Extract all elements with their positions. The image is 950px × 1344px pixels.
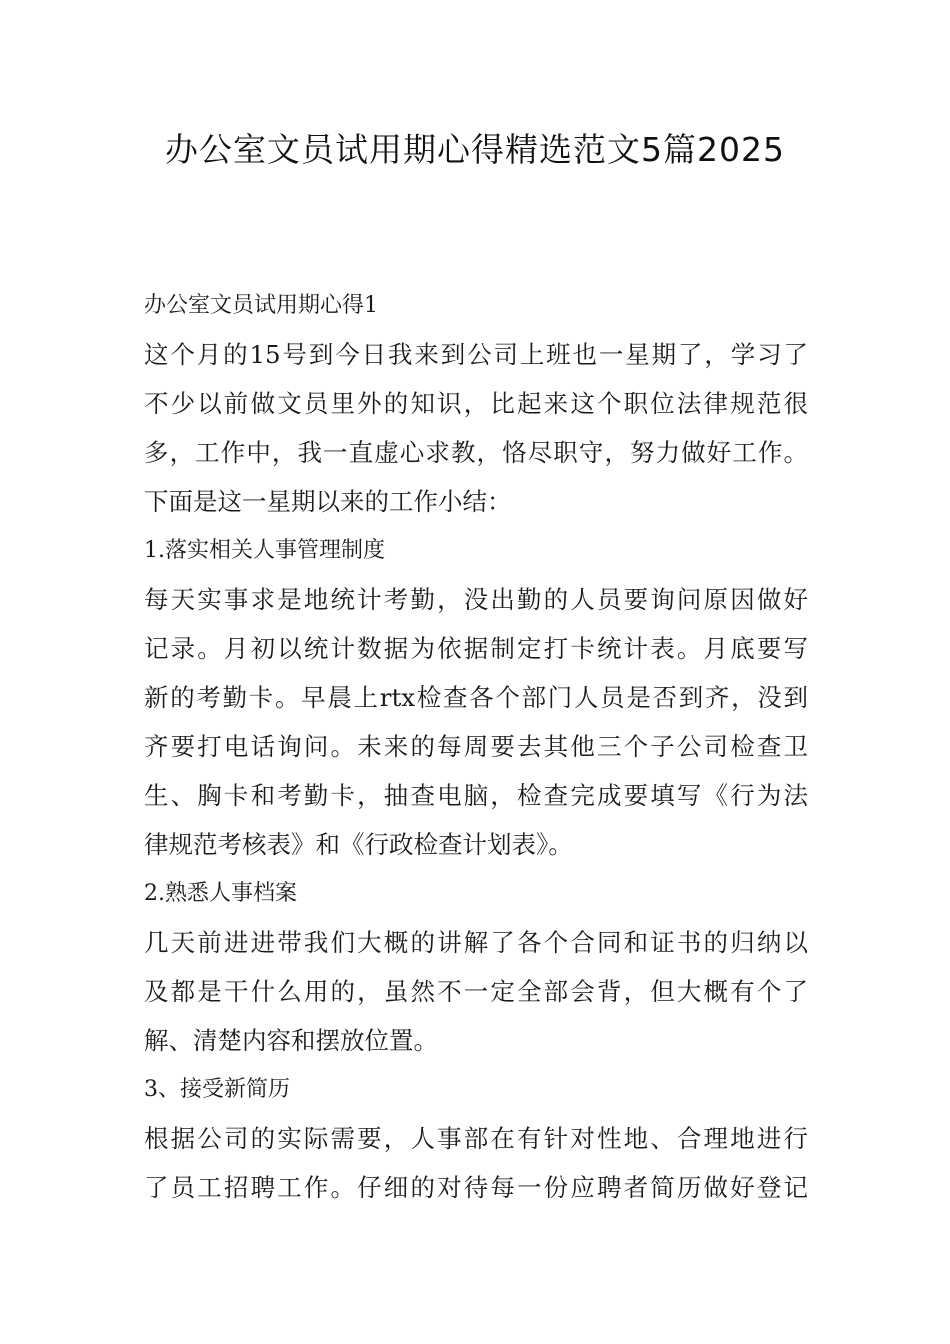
paragraph-line: 几天前进进带我们大概的讲解了各个合同和证书的归纳以: [144, 928, 808, 957]
paragraph-line: 多，工作中，我一直虚心求教，恪尽职守，努力做好工作。: [144, 438, 808, 467]
section-heading-1: 办公室文员试用期心得1: [144, 293, 378, 318]
paragraph-line: 解、清楚内容和摆放位置。: [144, 1026, 438, 1055]
paragraph-line: 了员工招聘工作。仔细的对待每一份应聘者简历做好登记: [144, 1173, 808, 1202]
paragraph-line: 及都是干什么用的，虽然不一定全部会背，但大概有个了: [144, 977, 808, 1006]
paragraph-line: 这个月的15号到今日我来到公司上班也一星期了，学习了: [144, 340, 808, 369]
subheading-1: 1.落实相关人事管理制度: [144, 538, 385, 563]
paragraph-line: 根据公司的实际需要，人事部在有针对性地、合理地进行: [144, 1124, 808, 1153]
subheading-3: 3、接受新简历: [144, 1077, 290, 1102]
subheading-2: 2.熟悉人事档案: [144, 881, 297, 906]
paragraph-line: 每天实事求是地统计考勤，没出勤的人员要询问原因做好: [144, 585, 808, 614]
paragraph-line: 下面是这一星期以来的工作小结：: [144, 487, 512, 516]
paragraph-line: 记录。月初以统计数据为依据制定打卡统计表。月底要写: [144, 634, 808, 663]
document-body: [144, 281, 808, 1212]
document-title: 办公室文员试用期心得精选范文5篇2025: [165, 130, 785, 169]
paragraph-line: 新的考勤卡。早晨上rtx检查各个部门人员是否到齐，没到: [144, 683, 808, 712]
paragraph-line: 生、胸卡和考勤卡，抽查电脑，检查完成要填写《行为法: [144, 781, 808, 810]
paragraph-line: 不少以前做文员里外的知识，比起来这个职位法律规范很: [144, 389, 808, 418]
paragraph-line: 齐要打电话询问。未来的每周要去其他三个子公司检查卫: [144, 732, 808, 761]
paragraph-line: 律规范考核表》和《行政检查计划表》。: [144, 830, 573, 859]
